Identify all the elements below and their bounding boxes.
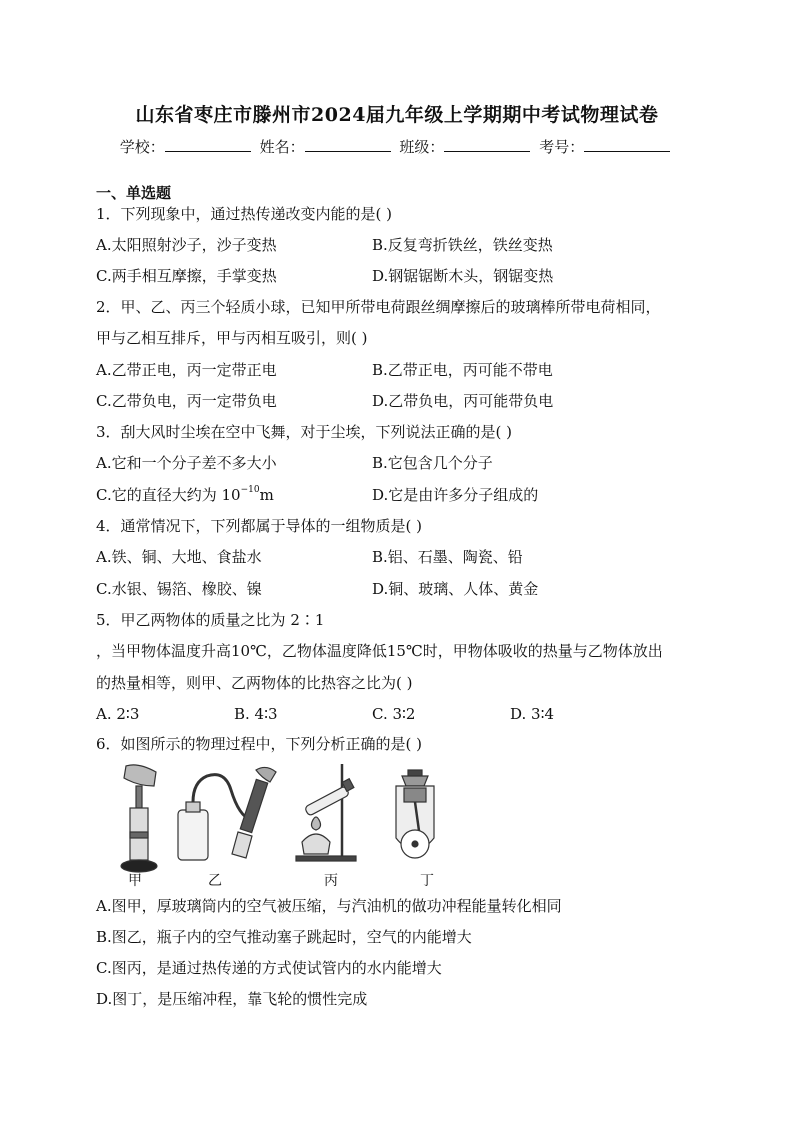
question-4-option-a: A.铁、铜、大地、食盐水 bbox=[96, 548, 262, 566]
experiment-illustrations bbox=[106, 760, 466, 890]
figure-label-ding: 丁 bbox=[420, 873, 434, 889]
question-3-option-b: B.它包含几个分子 bbox=[372, 454, 493, 472]
class-label: 班级： bbox=[399, 138, 445, 156]
question-4-option-b: B.铝、石墨、陶瓷、铅 bbox=[372, 548, 523, 566]
name-label: 姓名： bbox=[259, 138, 305, 156]
question-2-stem-line2: 甲与乙相互排斥，甲与丙相互吸引，则( ) bbox=[96, 329, 368, 347]
name-blank[interactable] bbox=[305, 137, 391, 152]
question-4-option-c: C.水银、锡箔、橡胶、镍 bbox=[96, 580, 262, 598]
figure-label-jia: 甲 bbox=[128, 873, 142, 889]
number-label: 考号： bbox=[539, 138, 585, 156]
question-2-option-d: D.乙带负电，丙可能带负电 bbox=[372, 392, 554, 410]
question-1-option-b: B.反复弯折铁丝，铁丝变热 bbox=[372, 236, 553, 254]
question-1-stem: 1．下列现象中，通过热传递改变内能的是( ) bbox=[96, 205, 393, 223]
question-1-option-c: C.两手相互摩擦，手掌变热 bbox=[96, 267, 277, 285]
question-3-stem: 3．刮大风时尘埃在空中飞舞，对于尘埃，下列说法正确的是( ) bbox=[96, 423, 513, 441]
school-blank[interactable] bbox=[165, 137, 251, 152]
question-5-option-c: C. 3∶2 bbox=[372, 705, 416, 723]
question-3-option-d: D.它是由许多分子组成的 bbox=[372, 486, 539, 504]
question-2-option-a: A.乙带正电，丙一定带正电 bbox=[96, 361, 277, 379]
question-5-stem-line1: 5．甲乙两物体的质量之比为 2∶1 bbox=[96, 611, 325, 629]
figure-label-yi: 乙 bbox=[208, 873, 222, 889]
question-6-option-c: C.图丙，是通过热传递的方式使试管内的水内能增大 bbox=[96, 959, 442, 977]
question-2-stem-line1: 2．甲、乙、丙三个轻质小球，已知甲所带电荷跟丝绸摩擦后的玻璃棒所带电荷相同， bbox=[96, 298, 661, 316]
question-5-stem-line3: 的热量相等，则甲、乙两物体的比热容之比为( ) bbox=[96, 674, 413, 692]
number-blank[interactable] bbox=[584, 137, 670, 152]
figure-jia-compression-cylinder bbox=[121, 765, 157, 872]
question-2-option-b: B.乙带正电，丙可能不带电 bbox=[372, 361, 553, 379]
question-6-stem: 6．如图所示的物理过程中，下列分析正确的是( ) bbox=[96, 735, 423, 753]
question-4-stem: 4．通常情况下，下列都属于导体的一组物质是( ) bbox=[96, 517, 423, 535]
question-4-option-d: D.铜、玻璃、人体、黄金 bbox=[372, 580, 539, 598]
question-6-figures bbox=[106, 760, 466, 890]
question-6-option-a: A.图甲，厚玻璃筒内的空气被压缩，与汽油机的做功冲程能量转化相同 bbox=[96, 897, 562, 915]
question-5-option-b: B. 4∶3 bbox=[234, 705, 278, 723]
question-3-exponent: −10 bbox=[240, 485, 260, 495]
question-3-unit: m bbox=[259, 486, 274, 504]
question-3-option-a: A.它和一个分子差不多大小 bbox=[96, 454, 277, 472]
figure-bing-heating-stand bbox=[296, 764, 356, 861]
question-6-option-d: D.图丁，是压缩冲程，靠飞轮的惯性完成 bbox=[96, 990, 368, 1008]
page-title: 山东省枣庄市滕州市2024届九年级上学期期中考试物理试卷 bbox=[135, 104, 659, 126]
class-blank[interactable] bbox=[444, 137, 530, 152]
question-5-option-d: D. 3∶4 bbox=[510, 705, 555, 723]
school-label: 学校： bbox=[119, 138, 165, 156]
question-1-option-d: D.钢锯锯断木头，钢锯变热 bbox=[372, 267, 554, 285]
figure-ding-engine-cylinder bbox=[396, 770, 434, 858]
figure-label-bing: 丙 bbox=[324, 873, 338, 889]
section-heading: 一、单选题 bbox=[96, 184, 172, 202]
question-5-option-a: A. 2∶3 bbox=[96, 705, 140, 723]
question-3-option-c-text: C.它的直径大约为 10 bbox=[96, 486, 241, 504]
question-2-option-c: C.乙带负电，丙一定带负电 bbox=[96, 392, 277, 410]
question-1-option-a: A.太阳照射沙子，沙子变热 bbox=[96, 236, 277, 254]
student-info-line bbox=[0, 136, 794, 157]
figure-yi-bottle-pump bbox=[178, 767, 276, 860]
question-6-option-b: B.图乙，瓶子内的空气推动塞子跳起时，空气的内能增大 bbox=[96, 928, 472, 946]
question-5-stem-line2: ，当甲物体温度升高10℃，乙物体温度降低15℃时，甲物体吸收的热量与乙物体放出 bbox=[96, 642, 663, 660]
question-3-option-c bbox=[96, 485, 274, 505]
